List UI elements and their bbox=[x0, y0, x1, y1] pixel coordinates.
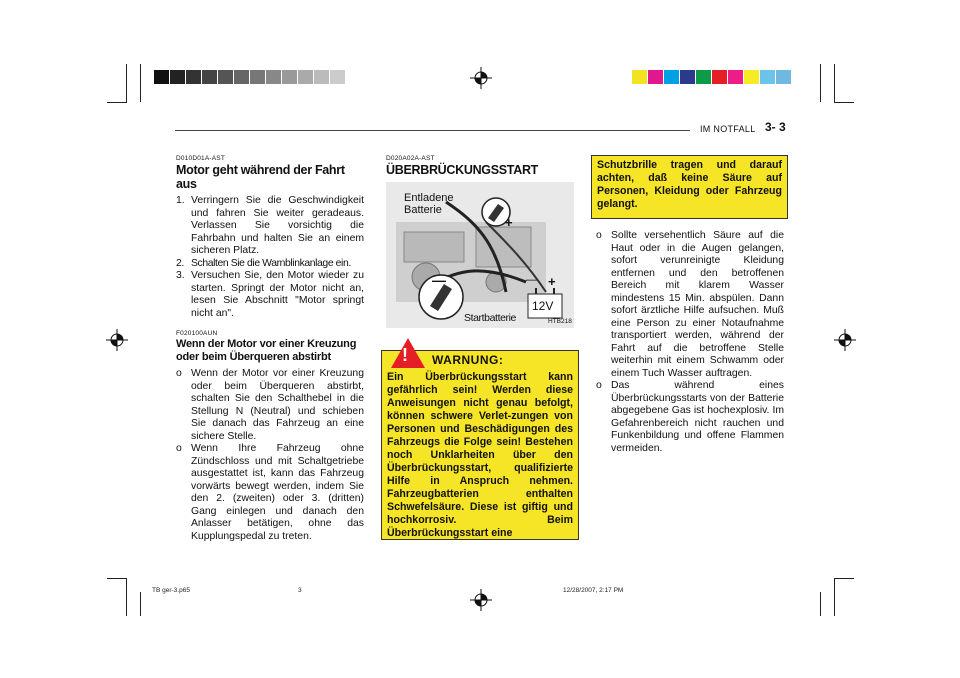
list-item: o Sollte versehentlich Säure auf die Haut oder in die Augen gelangen, sofort verunreinigte Kleidung entfernen und den betroffenen Bereich mit klarem Wasser mindestens 15 Min. abspülen. Dann sofort ärztliche Hilfe aufsuchen. Muß eine Person zu einer Notaufnahme transportiert werden, während der Fahrt auf die betroffene Stelle weiterhin mit einem Schwamm oder einem Tuch Wasser auftragen. bbox=[596, 230, 784, 379]
color-swatch bbox=[218, 70, 233, 84]
warning-triangle-icon bbox=[390, 337, 426, 369]
right-bullet-list bbox=[596, 230, 784, 455]
footer-date: 12/28/2007, 2:17 PM bbox=[563, 587, 624, 594]
crop-mark bbox=[107, 578, 127, 579]
bullet-list bbox=[176, 368, 364, 543]
list-item: 2. Schalten Sie die Warnblinkanlage ein. bbox=[176, 257, 351, 269]
left-column bbox=[176, 155, 364, 543]
list-item: o Das während eines Überbrückungsstarts von der Batterie abgegebene Gas ist hochexplosiv. Im Gefahrenbereich nicht rauchen und Funkenbildung und offene Flammen vermeiden. bbox=[596, 380, 784, 454]
color-swatch bbox=[154, 70, 169, 84]
color-swatch bbox=[632, 70, 647, 84]
jump-start-illustration bbox=[386, 182, 574, 328]
section-code: D010D01A-AST bbox=[176, 155, 226, 162]
page-number: 3- 3 bbox=[765, 120, 786, 134]
color-swatch bbox=[696, 70, 711, 84]
plus-sign: + bbox=[505, 215, 513, 230]
minus-sign: — bbox=[432, 272, 446, 288]
crop-mark bbox=[820, 592, 821, 616]
numbered-list bbox=[176, 195, 364, 320]
grayscale-color-bar bbox=[154, 70, 346, 84]
color-swatch bbox=[330, 70, 345, 84]
section-heading: Wenn der Motor vor einer Kreuzung oder beim Überqueren abstirbt bbox=[176, 338, 357, 363]
color-swatch bbox=[728, 70, 743, 84]
section-heading: ÜBERBRÜCKUNGSSTART bbox=[386, 163, 539, 177]
plus-sign: + bbox=[548, 274, 556, 289]
warning-exclamation: ! bbox=[402, 345, 408, 365]
section-heading: Motor geht während der Fahrt aus bbox=[176, 163, 345, 191]
list-item: o Wenn Ihre Fahrzeug ohne Zündschloss und mit Schaltgetriebe ausgestattet ist, kann das Fahrzeug vorwärts bewegt werden, indem Sie den 2. (zweiten) oder 3. (dritten) Gang einlegen und danach den Anlasser betätigen, ohne das Kupplungspedal zu treten. bbox=[176, 443, 364, 542]
caution-note-text: Schutzbrille tragen und darauf achten, daß keine Säure auf Personen, Kleidung oder Fahrzeug gelangt. bbox=[597, 159, 782, 210]
crop-mark bbox=[126, 578, 127, 616]
middle-column bbox=[386, 155, 576, 177]
color-swatch bbox=[170, 70, 185, 84]
color-swatch bbox=[314, 70, 329, 84]
color-swatch bbox=[680, 70, 695, 84]
warning-box bbox=[381, 345, 579, 540]
section-code: D020A02A-AST bbox=[386, 155, 435, 162]
color-swatch bbox=[250, 70, 265, 84]
registration-target-icon bbox=[470, 589, 492, 611]
color-swatch bbox=[202, 70, 217, 84]
battery-voltage-label: 12V bbox=[532, 299, 554, 313]
list-item: 1. Verringern Sie die Geschwindigkeit und fahren Sie weiter geradeaus. Verlassen Sie vorsichtig die Fahrbahn und halten Sie an einem sicheren Platz. bbox=[176, 195, 364, 256]
color-swatch bbox=[760, 70, 775, 84]
warning-text: Ein Überbrückungsstart kann gefährlich sein! Werden diese Anweisungen nicht genau befolgt, können schwere Verlet-zungen von Personen und Beschädigungen des Fahrzeugs die Folge sein! Bestehen noch Unklarheiten über den Überbrückungsstart, qualifizierte Hilfe in Anspruch nehmen. Fahrzeugbatterien enthalten Schwefelsäure. Diese ist giftig und hochkorrosiv. Beim Überbrückungsstart eine bbox=[387, 371, 573, 539]
figure-label-start-battery: Startbatterie bbox=[464, 312, 516, 324]
crop-mark bbox=[834, 578, 835, 616]
warning-title: WARNUNG: bbox=[432, 353, 504, 367]
color-swatch bbox=[298, 70, 313, 84]
color-swatch bbox=[744, 70, 759, 84]
registration-target-icon bbox=[106, 329, 128, 351]
figure-code: HTB218 bbox=[548, 318, 572, 325]
crop-mark bbox=[834, 578, 854, 579]
crop-mark bbox=[126, 64, 127, 102]
footer-filename: TB ger-3.p65 bbox=[152, 587, 190, 594]
registration-target-icon bbox=[470, 67, 492, 89]
registration-target-icon bbox=[834, 329, 856, 351]
color-swatch bbox=[664, 70, 679, 84]
crop-mark bbox=[834, 102, 854, 103]
figure-label-discharged: Entladene Batterie bbox=[404, 192, 454, 216]
list-item: 3. Versuchen Sie, den Motor wieder zu starten. Springt der Motor nicht an, lesen Sie Abschnitt "Motor springt nicht an". bbox=[176, 270, 364, 319]
crop-mark bbox=[107, 102, 127, 103]
crop-mark bbox=[820, 64, 821, 102]
crop-mark bbox=[140, 64, 141, 102]
color-swatch bbox=[712, 70, 727, 84]
cmyk-color-bar bbox=[632, 70, 792, 84]
crop-mark bbox=[140, 592, 141, 616]
list-item: o Wenn der Motor vor einer Kreuzung oder beim Überqueren abstirbt, schalten Sie den Schalthebel in die Stellung N (Neutral) und schieben Sie danach das Fahrzeug an eine sichere Stelle. bbox=[176, 368, 364, 442]
color-swatch bbox=[776, 70, 791, 84]
color-swatch bbox=[266, 70, 281, 84]
minus-sign: — bbox=[526, 274, 537, 286]
caution-note-box bbox=[591, 155, 788, 219]
section-title: IM NOTFALL bbox=[700, 124, 756, 134]
crop-mark bbox=[834, 64, 835, 102]
color-swatch bbox=[648, 70, 663, 84]
section-code: F020100AUN bbox=[176, 330, 218, 337]
color-swatch bbox=[282, 70, 297, 84]
footer-page: 3 bbox=[298, 587, 302, 594]
color-swatch bbox=[234, 70, 249, 84]
header-rule bbox=[175, 130, 690, 131]
color-swatch bbox=[186, 70, 201, 84]
